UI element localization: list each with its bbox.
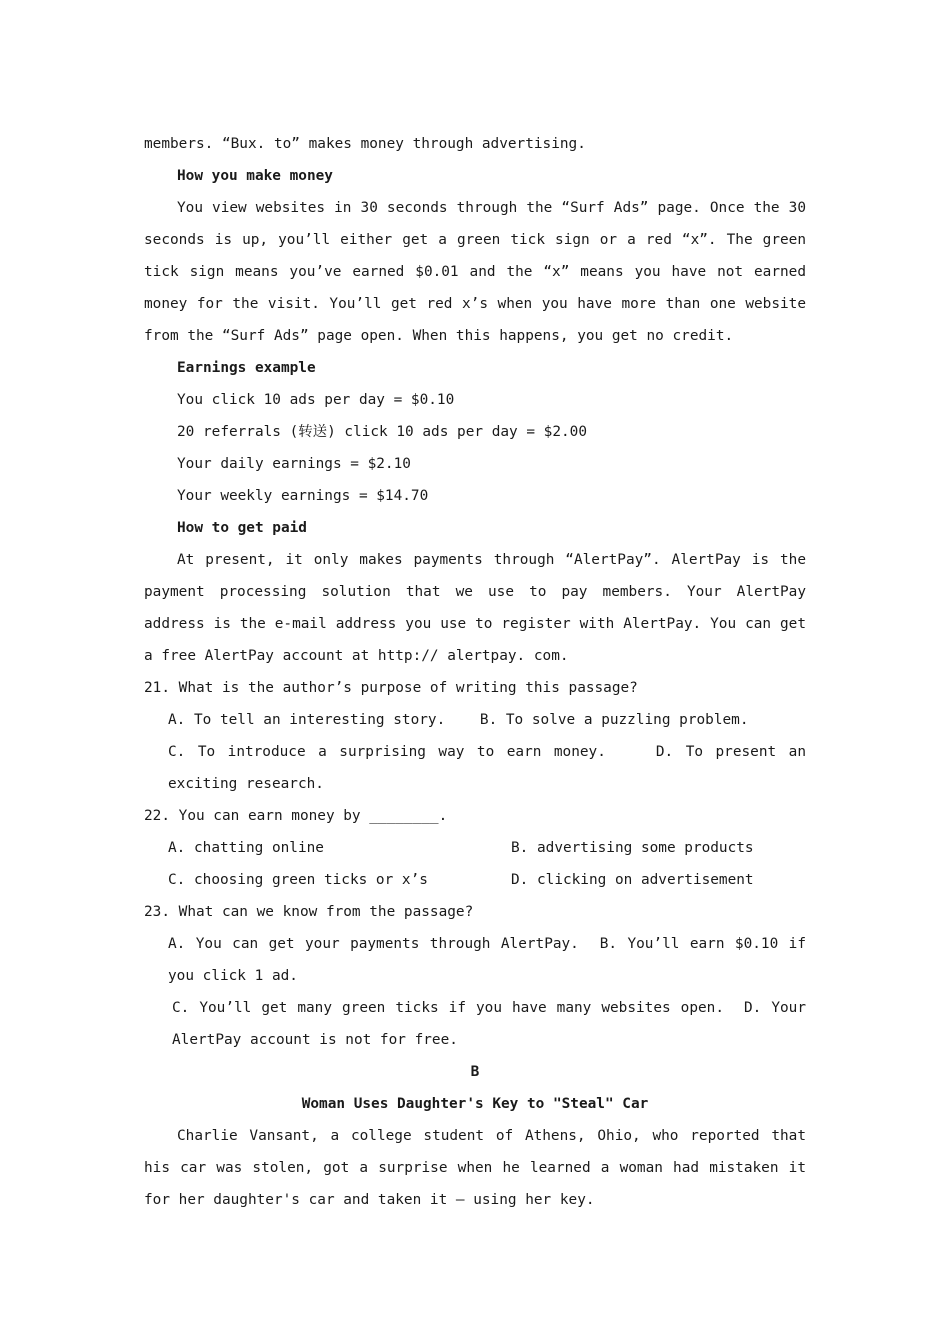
earnings-line: Your weekly earnings = $14.70 [177, 488, 429, 504]
question-23-options-ab: A. You can get your payments through AlertPay. B. You’ll earn $0.10 if you click 1 ad. [168, 936, 815, 984]
option-a: A. chatting online [168, 840, 324, 856]
document-page [144, 128, 815, 1216]
section-heading-get-paid: How to get paid [177, 520, 307, 536]
article-title: Woman Uses Daughter's Key to "Steal" Car [301, 1096, 649, 1112]
earnings-line: You click 10 ads per day = $0.10 [177, 392, 455, 408]
section-heading-earnings-example: Earnings example [177, 360, 316, 376]
paragraph-get-paid: At present, it only makes payments through “AlertPay”. AlertPay is the payment processing solution that we use to pay members. Your AlertPay address is the e-mail address you use to register with AlertPay. You can get a free AlertPay account at http:// alertpay. com. [144, 552, 806, 664]
option-c: C. choosing green ticks or x’s [168, 872, 428, 888]
option-b: B. advertising some products [511, 840, 754, 856]
text-line: members. “Bux. to” makes money through advertising. [144, 136, 586, 152]
question-22-options-row-1 [144, 832, 806, 864]
paragraph-make-money: You view websites in 30 seconds through the “Surf Ads” page. Once the 30 seconds is up, you’ll either get a green tick sign or a red “x”. The green tick sign means you’ve earned $0.01 and the “x” means you have not earned money for the visit. You’ll get red x’s when you have more than one website from the “Surf Ads” page open. When this happens, you get no credit. [144, 200, 806, 344]
question-22-stem: 22. You can earn money by ________. [144, 808, 448, 824]
question-23-options-cd: C. You’ll get many green ticks if you have many websites open. D. Your AlertPay account is not for free. [172, 1000, 815, 1048]
question-22-options-row-2 [144, 864, 806, 896]
question-23-stem: 23. What can we know from the passage? [144, 904, 474, 920]
question-21-stem: 21. What is the author’s purpose of writing this passage? [144, 680, 638, 696]
option-d: D. clicking on advertisement [511, 872, 754, 888]
section-label-b: B [470, 1064, 480, 1080]
section-heading-make-money: How you make money [177, 168, 333, 184]
question-21-options-cd: C. To introduce a surprising way to earn money. D. To present an exciting research. [168, 744, 815, 792]
article-paragraph: Charlie Vansant, a college student of Athens, Ohio, who reported that his car was stolen, got a surprise when he learned a woman had mistaken it for her daughter's car and taken it — using her key. [144, 1128, 806, 1208]
earnings-line: 20 referrals (转送) click 10 ads per day = $2.00 [177, 424, 587, 440]
earnings-line: Your daily earnings = $2.10 [177, 456, 411, 472]
question-21-options-ab: A. To tell an interesting story. B. To solve a puzzling problem. [168, 712, 749, 728]
